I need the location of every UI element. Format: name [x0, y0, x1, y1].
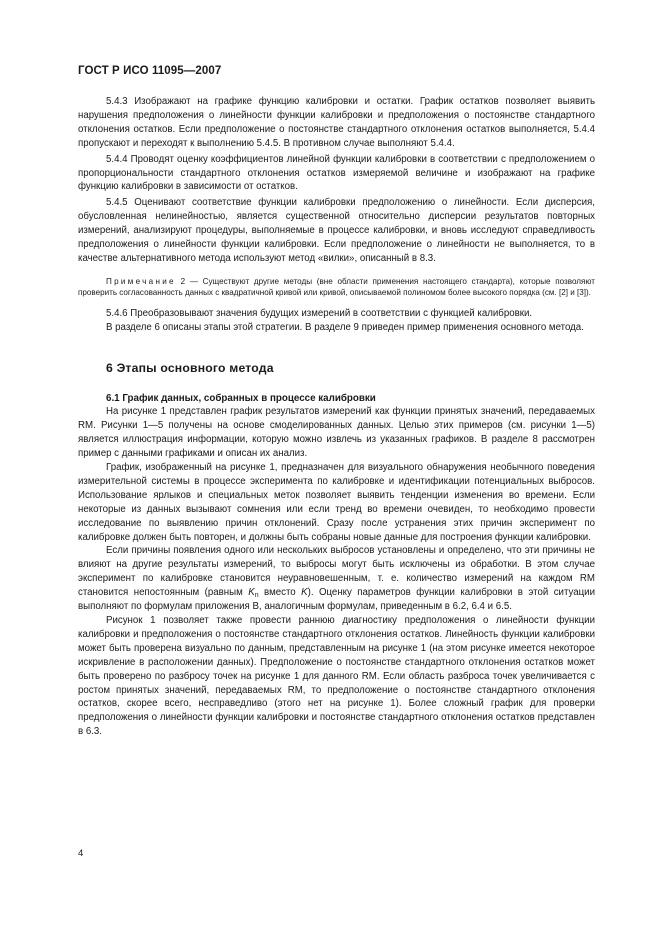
note-label: Примечание — [106, 276, 176, 286]
paragraph-6-1-a: На рисунке 1 представлен график результатов измерений как функции принятых значений, передаваемых RM. Рисунки 1—5 получены на основе смоделированных данных. Целью этих примеров (см. рисунки 1—5) является иллюстрация информации, которую можно извлечь из указанных графиков. В разделе 8 рассмотрен пример с данными графиками и описан их анализ. — [78, 406, 595, 460]
note-2 — [78, 276, 595, 299]
section-6-heading: 6 Этапы основного метода — [106, 360, 274, 375]
paragraph-5-4-5: 5.4.5 Оценивают соответствие функции калибровки предположению о линейности. Если дисперсия, обусловленная нелинейностью, является существенной относительно дисперсии результатов повторных измерений, анализируют процедуры, выполняемые в процессе калибровки, и вновь исследуют справедливость предположения о линейности функции калибровки. Если предположение о линейности не выполняется, то в качестве альтернативного метода используют метод «вилки», описанный в 8.3. — [78, 197, 595, 264]
note-text: 2 — Существуют другие методы (вне области применения настоящего стандарта), которые позволяют проверить согласованность данных с квадратичной кривой или кривой, описываемой полиномом более высокого порядка (см. [2] и [3]). — [78, 276, 595, 298]
paragraph-6-1-c: Если причины появления одного или нескольких выбросов установлены и определено, что эти причины не влияют на другие результаты измерений, то выбросы могут быть исключены из обработки. В этом случае эксперимент по калибровке становится неуравновешенным, т. е. количество измерений на каждом RM становится непостоянным (равным $K_n$ вместо K). Оценку параметров функции калибровки в этой ситуации выполняют по формулам приложения В, аналогичным формулам, приведенным в 6.2, 6.4 и 6.5. — [78, 545, 595, 613]
section-6-1-heading: 6.1 График данных, собранных в процессе калибровки — [106, 392, 376, 404]
page-number: 4 — [78, 848, 84, 859]
document-header: ГОСТ Р ИСО 11095—2007 — [78, 65, 222, 77]
paragraph-5-4-3: 5.4.3 Изображают на графике функцию калибровки и остатки. График остатков позволяет выявить нарушения предположения о линейности функции калибровки и предположения о постоянстве стандартного отклонения остатков. Если предположение о постоянстве стандартного отклонения остатков выполняется, 5.4.4 пропускают и переходят к выполнению 5.4.5. В противном случае выполняют 5.4.4. — [78, 96, 595, 149]
document-body — [78, 95, 595, 739]
paragraph-section-6-reference: В разделе 6 описаны этапы этой стратегии. В разделе 9 приведен пример применения основного метода. — [106, 321, 584, 333]
paragraph-5-4-6: 5.4.6 Преобразовывают значения будущих измерений в соответствии с функцией калибровки. — [106, 307, 533, 319]
paragraph-6-1-d: Рисунок 1 позволяет также провести раннюю диагностику предположения о линейности функции калибровки и предположения о постоянстве стандартного отклонения остатков. Линейность функции калибровки может быть проверена визуально по данным, представленным на рисунке 1 (на этом рисунке имеется некоторое искривление в расположении данных). Предположение о постоянстве стандартного отклонения остатков может быть проверено по разбросу точек на рисунке 1 для данного RM. Если область разброса точек увеличивается с ростом принятых значений, передаваемых RM, то предположение о постоянстве стандартного отклонения остатков, скорее всего, несправедливо (этого нет на рисунке 1). Более сложный график для проверки предположения о линейности функции калибровки и постоянстве стандартного отклонения остатков представлен в 6.3. — [78, 615, 595, 738]
paragraph-5-4-4: 5.4.4 Проводят оценку коэффициентов линейной функции калибровки в соответствии с предположением о пропорциональности стандартного отклонения остатков измеряемой величине и изображают на графике функцию калибровки в зависимости от остатков. — [78, 153, 595, 193]
paragraph-6-1-b: График, изображенный на рисунке 1, предназначен для визуального обнаружения необычного поведения измерительной системы в процессе эксперимента по калибровке и идентификации потенциальных выбросов. Использование ярлыков и специальных меток позволяет выявить тенденции изменения во времени. Если некоторые из данных вызывают сомнения или если тренд во времени очевиден, то необходимо провести исследование по выявлению причин отклонений. Сразу после устранения этих причин эксперимент по калибровке должен быть повторен, и должны быть собраны новые данные для построения функции калибровки. — [78, 462, 595, 543]
